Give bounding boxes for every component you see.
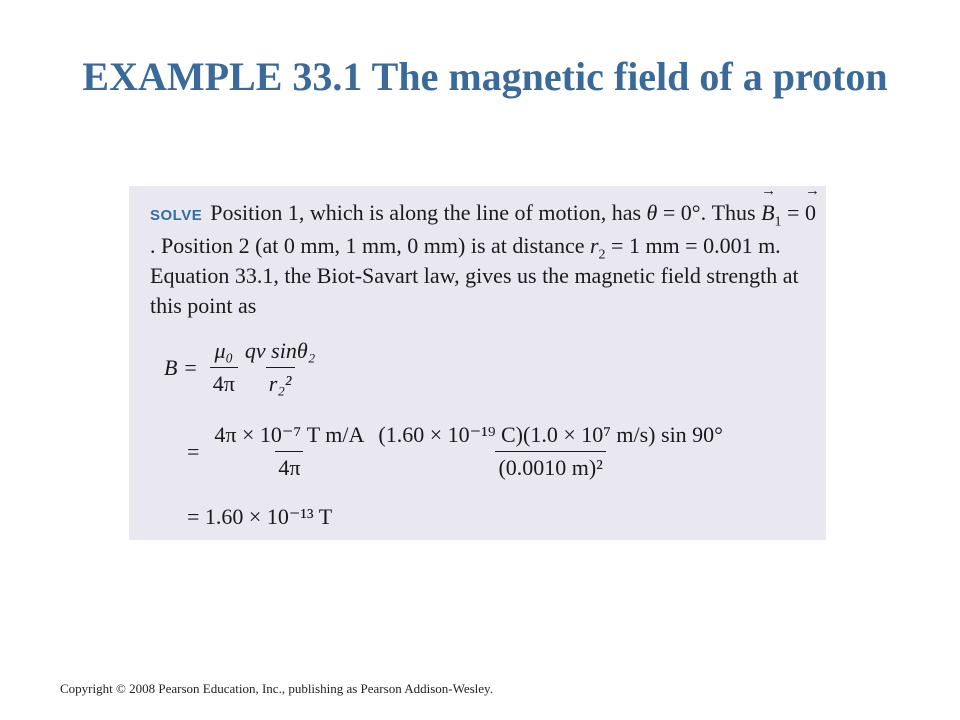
eq2-f1-den: 4π: [275, 451, 303, 481]
para-text-5: . Position 2 (at 0 mm, 1 mm, 0 mm) is at distance: [150, 233, 585, 258]
para-text-1: Position 1, which is along the line of motion, has: [210, 200, 642, 225]
theta-symbol: θ: [646, 200, 658, 225]
eq1-f1-den: 4π: [210, 367, 238, 397]
para-text-4: =: [781, 200, 805, 225]
eq1-f2-num: qv sinθ₂: [244, 338, 316, 363]
eq1-f1-num: μ₀: [214, 338, 234, 363]
equation-line-2: [187, 422, 728, 481]
b-subscript: 1: [774, 214, 782, 230]
eq1-fraction-mu: [210, 338, 238, 397]
eq2-fraction-values: [375, 422, 726, 481]
equation-line-1: [164, 338, 320, 397]
eq2-f2-num: (1.60 × 10⁻¹⁹ C)(1.0 × 10⁷ m/s) sin 90°: [378, 422, 723, 447]
eq1-lhs: B =: [164, 354, 198, 380]
copyright-notice: Copyright © 2008 Pearson Education, Inc., publishing as Pearson Addison-Wesley.: [60, 681, 493, 696]
eq1-fraction-qv: [242, 338, 318, 397]
eq2-fraction-constant: [211, 422, 367, 481]
r-subscript: 2: [598, 247, 606, 263]
solve-paragraph: [150, 198, 820, 321]
solve-label: SOLVE: [150, 207, 203, 224]
eq3-result: = 1.60 × 10⁻¹³ T: [187, 504, 333, 529]
equation-line-3: [187, 504, 332, 530]
r-symbol: r: [589, 233, 599, 258]
para-text-6: = 1 mm = 0.001 m. Equation 33.1, the Biot-Savart law, gives us the magnetic field strength at this point as: [150, 233, 799, 318]
zero-vector: → 0: [805, 198, 816, 228]
para-text-3: Thus: [711, 200, 762, 225]
para-text-2: = 0°.: [657, 200, 707, 225]
solve-box: [129, 186, 826, 540]
eq2-f1-num: 4π × 10⁻⁷ T m/A: [214, 422, 365, 447]
eq2-f2-den: (0.0010 m)²: [495, 451, 605, 481]
b-vector: → B: [761, 198, 774, 228]
eq1-f2-den: r₂²: [266, 367, 295, 397]
eq2-equals: =: [187, 438, 200, 464]
slide-title: EXAMPLE 33.1 The magnetic field of a proton: [82, 54, 888, 99]
